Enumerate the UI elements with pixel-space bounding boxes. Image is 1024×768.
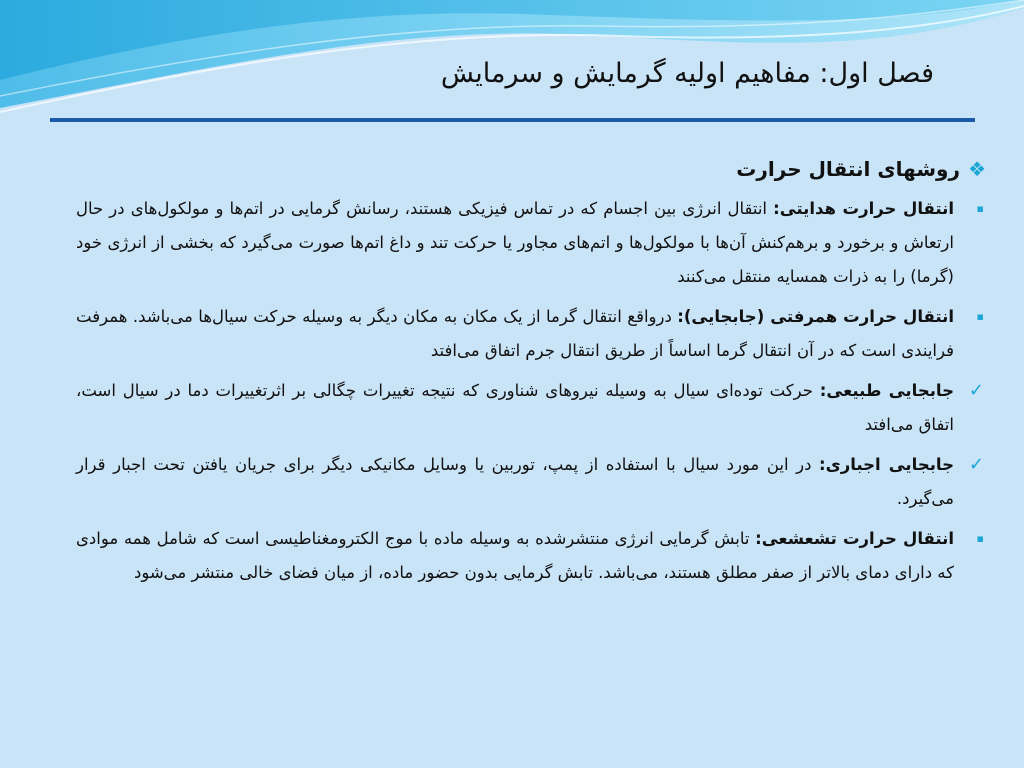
checkmark-bullet-icon: ✓ <box>968 454 984 475</box>
slide-title: فصل اول: مفاهیم اولیه گرمایش و سرمایش <box>440 58 934 89</box>
list-item-term: جابجایی طبیعی: <box>819 381 954 400</box>
list-item-conduction <box>76 192 986 294</box>
square-bullet-icon: ▪ <box>976 202 984 215</box>
list-item-radiation <box>76 522 986 590</box>
list-item-term: انتقال حرارت همرفتی (جابجایی): <box>677 307 954 326</box>
list-item-convection <box>76 300 986 368</box>
square-bullet-icon: ▪ <box>976 310 984 323</box>
checkmark-bullet-icon: ✓ <box>968 380 984 401</box>
list-item-text: درواقع انتقال گرما از یک مکان به مکان دیگر به وسیله حرکت سیال‌ها می‌باشد. همرفت فرایندی است که در آن انتقال گرما اساساً از طریق انتقال جرم اتفاق می‌افتد <box>76 307 954 360</box>
list-item-forced-convection <box>76 448 986 516</box>
slide-content <box>76 150 986 596</box>
list-item-term: انتقال حرارت هدایتی: <box>773 199 954 218</box>
list-item-text: در این مورد سیال با استفاده از پمپ، توربین یا وسایل مکانیکی دیگر برای جریان یافتن تحت اجبار قرار می‌گیرد. <box>76 455 954 508</box>
title-divider <box>50 118 975 122</box>
square-bullet-icon: ▪ <box>976 532 984 545</box>
list-item-term: انتقال حرارت تشعشعی: <box>755 529 954 548</box>
list-item-text: تابش گرمایی انرژی منتشرشده به وسیله ماده با موج الکترومغناطیسی است که شامل همه موادی که دارای دمای بالاتر از صفر مطلق هستند، می‌باشد. تابش گرمایی بدون حضور ماده، از میان فضای خالی منتشر می‌شود <box>76 529 954 582</box>
section-heading-text: روشهای انتقال حرارت <box>736 157 960 181</box>
list-item-text: انتقال انرژی بین اجسام که در تماس فیزیکی هستند، رسانش گرمایی در اتم‌ها و مولکول‌های در حال ارتعاش و برخورد و برهم‌کنش آن‌ها با مولکول‌ها و اتم‌های مجاور یا حرکت تند و داغ اتم‌ها صورت می‌گیرد که بخشی از انرژی خود (گرما) را به ذرات همسایه منتقل می‌کنند <box>76 199 954 286</box>
diamond-bullet-icon: ❖ <box>968 157 986 181</box>
list-item-term: جابجایی اجباری: <box>818 455 954 474</box>
list-item-natural-convection <box>76 374 986 442</box>
section-heading <box>76 150 986 188</box>
list-item-text: حرکت توده‌ای سیال به وسیله نیروهای شناوری که نتیجه تغییرات چگالی بر اثرتغییرات دما در سیال است، اتفاق می‌افتد <box>76 381 954 434</box>
